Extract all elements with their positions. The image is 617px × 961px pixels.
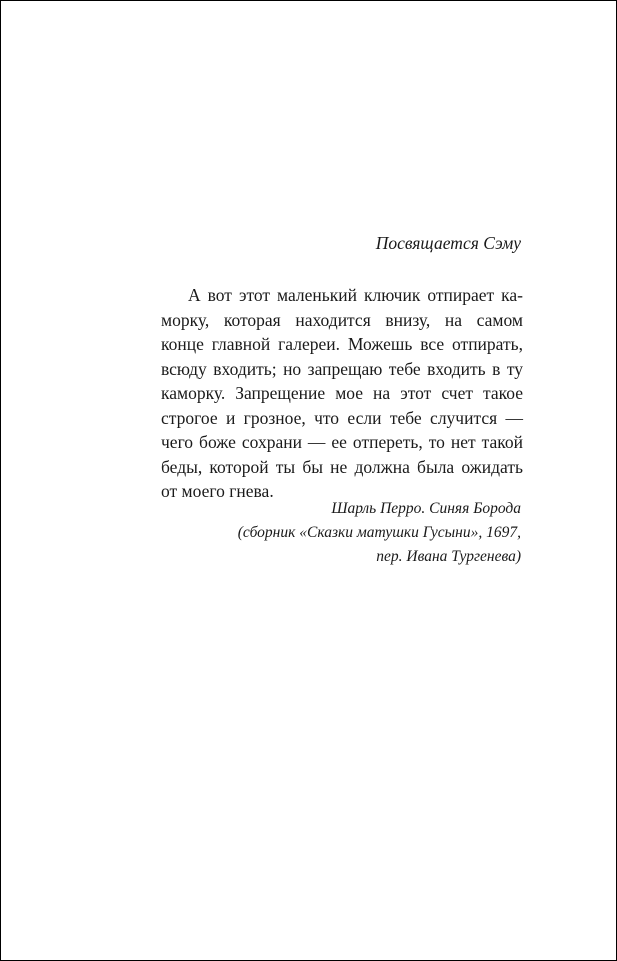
epigraph-line: каморку. Запрещение мое на этот счет такое [161,383,523,403]
epigraph-line: морку, которая находится внизу, на самом [161,309,523,330]
dedication-text: Посвящается Сэму [375,233,521,253]
attribution-author-work: Шарль Перро. Синяя Борода [331,500,521,517]
epigraph-attribution [238,497,521,569]
epigraph-line: строгое и грозное, что если тебе случится — [161,407,523,428]
epigraph-line: чего боже сохрани — ее отпереть, то нет такой [161,432,523,452]
epigraph-line: А вот этот маленький ключик отпирает ка- [188,285,523,305]
epigraph-line: от моего гнева. [161,481,274,501]
attribution-translator: пер. Ивана Тургенева) [376,548,521,565]
attribution-collection: (сборник «Сказки матушки Гусыни», 1697, [237,524,521,541]
epigraph-line: конце главной галереи. Можешь все отпирать, [161,334,523,354]
epigraph-line: всюду входить; но запрещаю тебе входить в ту [161,358,523,379]
epigraph-line: беды, которой ты бы не должна была ожидать [161,456,523,477]
epigraph-quote [161,283,523,504]
